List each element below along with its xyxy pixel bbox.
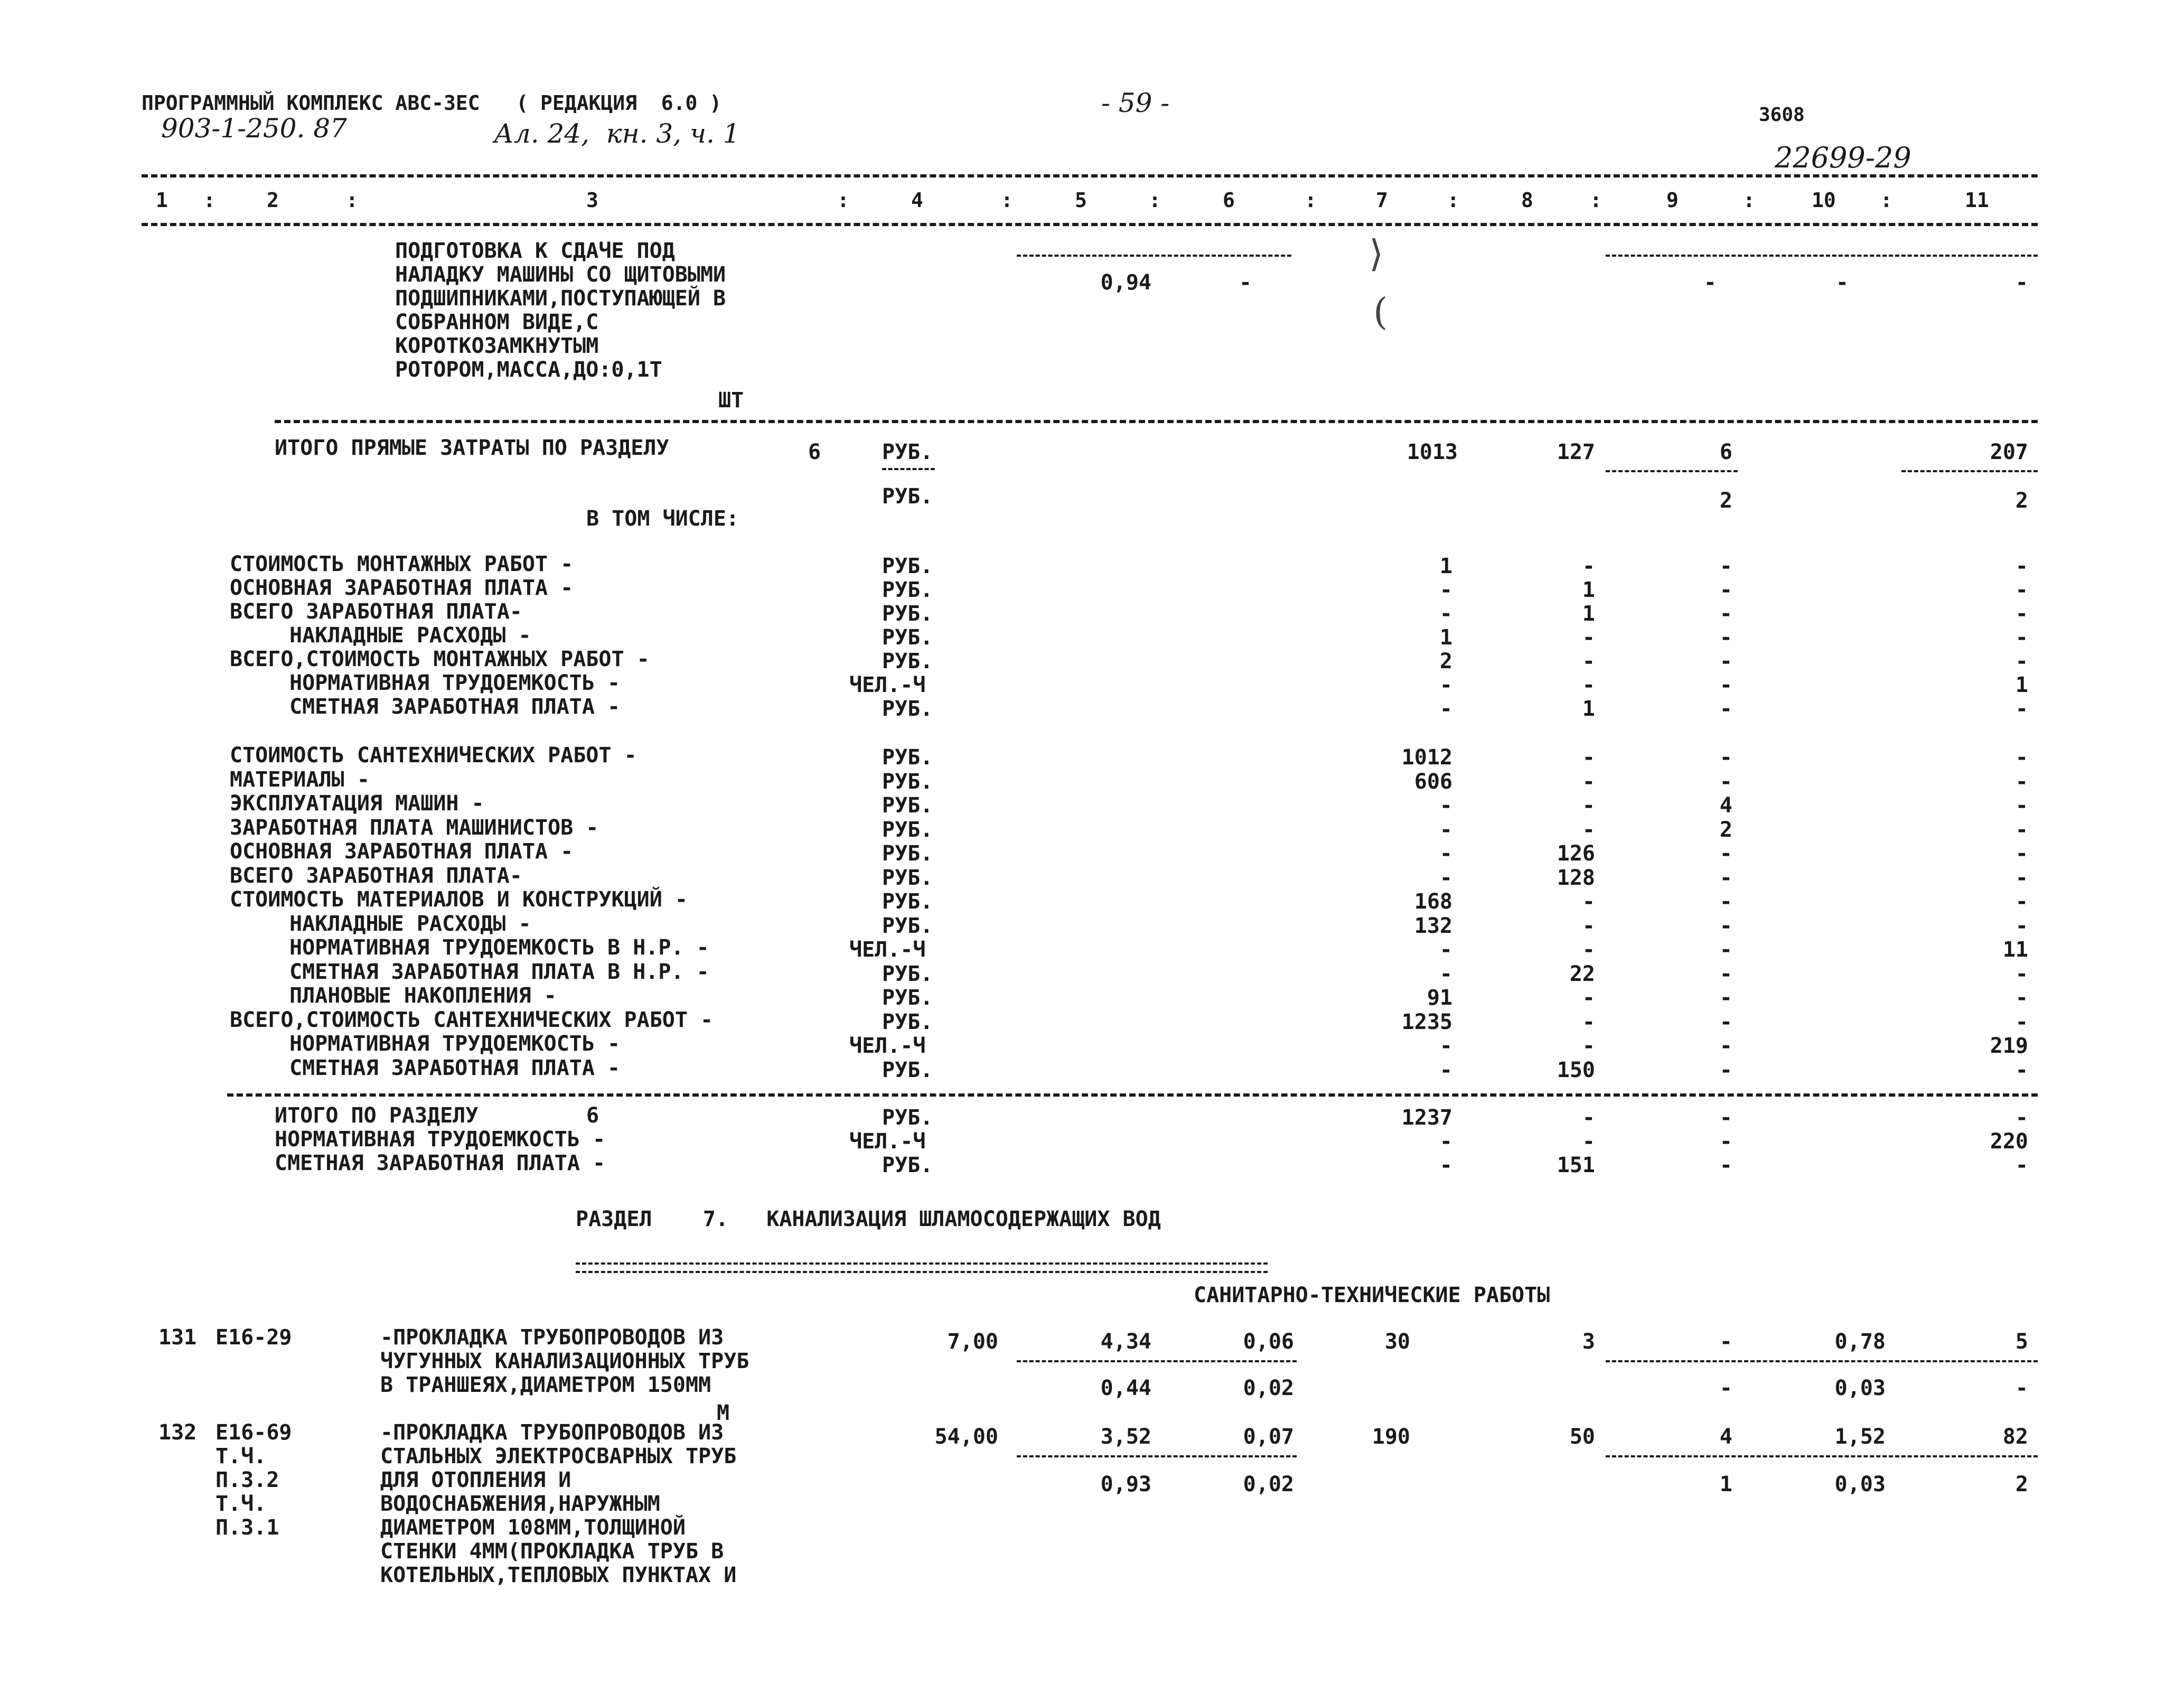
- item-131-c6b: 0,02: [1243, 1376, 1294, 1400]
- montage-row-c8: -: [1582, 554, 1595, 578]
- santech-row-label: НАКЛАДНЫЕ РАСХОДЫ -: [289, 911, 531, 936]
- santech-row-label: ВСЕГО,СТОИМОСТЬ САНТЕХНИЧЕСКИХ РАБОТ -: [230, 1007, 714, 1032]
- santech-row-c11: -: [2015, 817, 2028, 842]
- including-label: В ТОМ ЧИСЛЕ:: [586, 507, 739, 531]
- santech-row-c9: -: [1719, 961, 1732, 986]
- item-132-c11b: 2: [2015, 1472, 2028, 1496]
- montage-row-label: НОРМАТИВНАЯ ТРУДОЕМКОСТЬ -: [289, 671, 621, 695]
- description-line: СТАЛЬНЫХ ЭЛЕКТРОСВАРНЫХ ТРУБ: [380, 1444, 737, 1468]
- santech-row-unit: РУБ.: [882, 745, 933, 770]
- santech-row-c8: -: [1582, 986, 1595, 1010]
- item-131-c10: 0,78: [1834, 1330, 1886, 1354]
- santech-row-c9: 2: [1719, 817, 1732, 842]
- section-total-c7: -: [1439, 1153, 1452, 1177]
- santech-row-label: НОРМАТИВНАЯ ТРУДОЕМКОСТЬ В Н.Р. -: [289, 935, 709, 960]
- prev-item-rule-911: [1606, 255, 2038, 257]
- santech-row-c7: -: [1439, 1034, 1452, 1058]
- section-total-c9: -: [1719, 1129, 1732, 1154]
- item-131-c8: 3: [1582, 1330, 1595, 1354]
- montage-row-label: СТОИМОСТЬ МОНТАЖНЫХ РАБОТ -: [230, 552, 574, 576]
- description-line: ПОДГОТОВКА К СДАЧЕ ПОД: [395, 239, 675, 263]
- montage-row-c7: 1: [1439, 554, 1452, 578]
- section-total-c8: -: [1582, 1129, 1595, 1154]
- santech-row-c11: 219: [1990, 1034, 2028, 1058]
- item-131-c11b: -: [2015, 1376, 2028, 1400]
- prev-item-c11: -: [2015, 270, 2028, 295]
- header-rule-top: [142, 174, 2038, 177]
- column-separator: :: [1880, 189, 1892, 212]
- santech-row-label: НОРМАТИВНАЯ ТРУДОЕМКОСТЬ -: [289, 1032, 621, 1056]
- santech-row-label: ОСНОВНАЯ ЗАРАБОТНАЯ ПЛАТА -: [230, 839, 574, 864]
- santech-row-c7: 1235: [1401, 1009, 1452, 1034]
- santech-row-c11: -: [2015, 986, 2028, 1010]
- column-separator: :: [1447, 189, 1459, 212]
- santech-row-label: ПЛАНОВЫЕ НАКОПЛЕНИЯ -: [289, 984, 557, 1008]
- santech-row-label: СМЕТНАЯ ЗАРАБОТНАЯ ПЛАТА -: [289, 1055, 621, 1080]
- item-132-number: 132: [158, 1420, 197, 1445]
- section-total-c9: -: [1719, 1153, 1732, 1177]
- prev-item-c6: -: [1239, 270, 1252, 295]
- santech-row-c9: -: [1719, 1034, 1732, 1058]
- santech-row-c11: -: [2015, 1009, 2028, 1034]
- santech-row-c7: -: [1439, 841, 1452, 866]
- section-total-label: ИТОГО ПО РАЗДЕЛУ: [275, 1103, 479, 1128]
- santech-row-c8: 22: [1569, 961, 1595, 986]
- santech-row-unit: РУБ.: [882, 1058, 933, 1082]
- column-number: 4: [911, 189, 923, 212]
- section-title-underline: [576, 1262, 1268, 1273]
- santech-row-label: ЭКСПЛУАТАЦИЯ МАШИН -: [230, 791, 484, 816]
- item-132-c7: 190: [1372, 1425, 1410, 1449]
- montage-row-c8: 1: [1582, 697, 1595, 721]
- santech-row-c9: -: [1719, 841, 1732, 866]
- santech-row-c8: 128: [1557, 865, 1595, 890]
- montage-row-c9: -: [1719, 673, 1732, 697]
- description-line: В ТРАНШЕЯХ,ДИАМЕТРОМ 150ММ: [380, 1373, 711, 1397]
- item-132-c10b: 0,03: [1834, 1472, 1886, 1496]
- item-131-c7: 30: [1384, 1330, 1410, 1354]
- reference-line: П.3.1: [215, 1515, 279, 1540]
- item-132-c8: 50: [1569, 1425, 1595, 1449]
- description-line: РОТОРОМ,МАССА,ДО:0,1Т: [395, 358, 662, 382]
- section-total-c7: -: [1439, 1129, 1452, 1154]
- item-131-unit: М: [717, 1401, 730, 1425]
- santech-row-c7: -: [1439, 1058, 1452, 1082]
- item-131-c5b: 0,44: [1100, 1376, 1151, 1400]
- column-number: 11: [1965, 189, 1989, 212]
- item-131-c6: 0,06: [1243, 1330, 1294, 1354]
- santech-row-unit: ЧЕЛ.-Ч: [849, 938, 926, 962]
- total-direct-c7: 1013: [1407, 440, 1458, 464]
- description-line: СОБРАННОМ ВИДЕ,С: [395, 310, 599, 334]
- santech-row-c7: -: [1439, 817, 1452, 842]
- santech-row-unit: РУБ.: [882, 769, 933, 794]
- santech-row-c11: 11: [2002, 938, 2028, 962]
- column-separator: :: [837, 189, 849, 212]
- item-132-c9b: 1: [1719, 1472, 1732, 1496]
- montage-row-c7: 1: [1439, 625, 1452, 650]
- santech-row-c7: 606: [1414, 769, 1452, 794]
- montage-row-c8: -: [1582, 649, 1595, 673]
- santech-row-c7: -: [1439, 961, 1452, 986]
- santech-row-c11: -: [2015, 1058, 2028, 1082]
- montage-row-label: ОСНОВНАЯ ЗАРАБОТНАЯ ПЛАТА -: [230, 576, 574, 600]
- column-separator: :: [1001, 189, 1013, 212]
- santech-row-unit: РУБ.: [882, 986, 933, 1010]
- column-separator: :: [203, 189, 215, 212]
- item-131-number: 131: [158, 1325, 197, 1350]
- santech-row-c11: -: [2015, 745, 2028, 770]
- item-132-c5: 3,52: [1100, 1425, 1151, 1449]
- total-direct-c11: 207: [1990, 440, 2028, 464]
- column-number: 3: [586, 189, 598, 212]
- santech-row-c11: -: [2015, 793, 2028, 818]
- montage-row-unit: РУБ.: [882, 625, 933, 650]
- prev-item-c5: 0,94: [1100, 270, 1151, 295]
- total-direct-rule-c9: [1606, 470, 1738, 472]
- section-total-c11: -: [2015, 1106, 2028, 1130]
- description-line: КОРОТКОЗАМКНУТЫМ: [395, 334, 599, 358]
- total-rule: [275, 420, 2038, 423]
- prev-item-rule-56: [1017, 255, 1291, 257]
- column-number: 5: [1075, 189, 1087, 212]
- montage-row-c8: -: [1582, 625, 1595, 650]
- santech-row-unit: РУБ.: [882, 890, 933, 914]
- section-total-rule: [227, 1093, 2038, 1097]
- montage-row-label: НАКЛАДНЫЕ РАСХОДЫ -: [289, 623, 531, 648]
- total-direct-unit2: РУБ.: [882, 484, 933, 509]
- santech-row-c9: -: [1719, 1009, 1732, 1034]
- santech-row-c8: -: [1582, 938, 1595, 962]
- santech-row-c9: -: [1719, 938, 1732, 962]
- item-132-c11: 82: [2002, 1425, 2028, 1449]
- item-132-c9: 4: [1719, 1425, 1732, 1449]
- montage-row-c8: -: [1582, 673, 1595, 697]
- santech-row-c11: -: [2015, 769, 2028, 794]
- total-direct-c9b: 2: [1719, 489, 1732, 513]
- montage-row-c9: -: [1719, 578, 1732, 602]
- reference-line: П.3.2: [215, 1468, 279, 1492]
- total-direct-label: ИТОГО ПРЯМЫЕ ЗАТРАТЫ ПО РАЗДЕЛУ: [275, 436, 669, 460]
- item-132-c6b: 0,02: [1243, 1472, 1294, 1496]
- column-separator: :: [1149, 189, 1161, 212]
- doc-code: 3608: [1759, 104, 1805, 126]
- section-total-unit: ЧЕЛ.-Ч: [849, 1129, 926, 1154]
- santech-row-c9: -: [1719, 865, 1732, 890]
- montage-row-c8: 1: [1582, 578, 1595, 602]
- montage-row-c7: -: [1439, 578, 1452, 602]
- item-132-c5b: 0,93: [1100, 1472, 1151, 1496]
- santech-row-label: ВСЕГО ЗАРАБОТНАЯ ПЛАТА-: [230, 863, 522, 888]
- santech-row-c11: -: [2015, 890, 2028, 914]
- santech-row-c9: -: [1719, 913, 1732, 938]
- item-131-rule-911: [1606, 1360, 2038, 1362]
- section-total-c11: 220: [1990, 1129, 2028, 1154]
- item-132-rule-56: [1017, 1455, 1297, 1457]
- santech-row-unit: РУБ.: [882, 913, 933, 938]
- santech-row-unit: РУБ.: [882, 961, 933, 986]
- santech-row-c9: -: [1719, 986, 1732, 1010]
- column-number: 1: [156, 189, 168, 212]
- description-line: ВОДОСНАБЖЕНИЯ,НАРУЖНЫМ: [380, 1492, 660, 1516]
- santech-row-c7: -: [1439, 865, 1452, 890]
- santech-row-c11: -: [2015, 841, 2028, 866]
- section-total-label: СМЕТНАЯ ЗАРАБОТНАЯ ПЛАТА -: [275, 1151, 606, 1175]
- program-header: ПРОГРАММНЫЙ КОМПЛЕКС АВС-3ЕС ( РЕДАКЦИЯ 6.0 ): [142, 91, 722, 115]
- montage-row-c11: -: [2015, 697, 2028, 721]
- item-132-code: Е16-69: [215, 1420, 292, 1445]
- description-line: ПОДШИПНИКАМИ,ПОСТУПАЮЩЕЙ В: [395, 286, 726, 311]
- santech-row-c8: -: [1582, 769, 1595, 794]
- description-line: ЧУГУННЫХ КАНАЛИЗАЦИОННЫХ ТРУБ: [380, 1349, 749, 1373]
- santech-row-unit: РУБ.: [882, 1009, 933, 1034]
- santech-row-label: МАТЕРИАЛЫ -: [230, 767, 370, 792]
- column-number: 8: [1521, 189, 1533, 212]
- doc-number: 22699-29: [1775, 141, 1911, 174]
- santech-row-c8: -: [1582, 913, 1595, 938]
- sheet-reference: Ал. 24, кн. 3, ч. 1: [494, 118, 740, 149]
- section-total-c8: 151: [1557, 1153, 1595, 1177]
- santech-row-label: СМЕТНАЯ ЗАРАБОТНАЯ ПЛАТА В Н.Р. -: [289, 959, 709, 984]
- santech-row-c9: -: [1719, 745, 1732, 770]
- santech-row-c8: 150: [1557, 1058, 1595, 1082]
- prev-item-c9: -: [1703, 270, 1717, 295]
- montage-row-c11: -: [2015, 649, 2028, 673]
- column-number: 6: [1223, 189, 1235, 212]
- santech-row-c8: -: [1582, 1009, 1595, 1034]
- total-direct-c11b: 2: [2015, 489, 2028, 513]
- montage-row-c11: -: [2015, 554, 2028, 578]
- item-131-c11: 5: [2015, 1330, 2028, 1354]
- montage-row-unit: РУБ.: [882, 649, 933, 673]
- montage-row-c7: -: [1439, 673, 1452, 697]
- section-total-unit: РУБ.: [882, 1106, 933, 1130]
- montage-row-c9: -: [1719, 625, 1732, 650]
- santech-row-unit: РУБ.: [882, 865, 933, 890]
- header-rule-bottom: [142, 223, 2038, 226]
- santech-row-unit: РУБ.: [882, 817, 933, 842]
- montage-row-unit: РУБ.: [882, 697, 933, 721]
- section-title: РАЗДЕЛ 7. КАНАЛИЗАЦИЯ ШЛАМОСОДЕРЖАЩИХ ВОД: [576, 1207, 1161, 1231]
- column-number: 9: [1666, 189, 1679, 212]
- santech-row-unit: РУБ.: [882, 841, 933, 866]
- total-direct-rule-c11: [1901, 470, 2038, 472]
- description-line: ДЛЯ ОТОПЛЕНИЯ И: [380, 1468, 571, 1492]
- column-number: 7: [1376, 189, 1388, 212]
- montage-row-c11: 1: [2015, 673, 2028, 697]
- item-132-rule-911: [1606, 1455, 2038, 1457]
- total-direct-section: 6: [808, 440, 821, 464]
- section-total-c9: -: [1719, 1106, 1732, 1130]
- description-line: КОТЕЛЬНЫХ,ТЕПЛОВЫХ ПУНКТАХ И: [380, 1563, 737, 1587]
- total-direct-unit-rule: [882, 468, 935, 470]
- column-separator: :: [1305, 189, 1317, 212]
- santech-row-c8: -: [1582, 890, 1595, 914]
- item-131-rule-56: [1017, 1360, 1297, 1362]
- montage-row-c9: -: [1719, 649, 1732, 673]
- reference-line: Т.Ч.: [215, 1492, 267, 1516]
- montage-row-c11: -: [2015, 578, 2028, 602]
- description-line: СТЕНКИ 4ММ(ПРОКЛАДКА ТРУБ В: [380, 1539, 724, 1564]
- montage-row-c9: -: [1719, 554, 1732, 578]
- santech-row-c7: 132: [1414, 913, 1452, 938]
- montage-row-c11: -: [2015, 625, 2028, 650]
- total-direct-c8: 127: [1557, 440, 1595, 464]
- santech-row-label: СТОИМОСТЬ САНТЕХНИЧЕСКИХ РАБОТ -: [230, 743, 637, 768]
- santech-row-c11: -: [2015, 961, 2028, 986]
- prev-item-unit: ШТ: [718, 388, 744, 413]
- montage-row-c11: -: [2015, 602, 2028, 626]
- montage-row-label: СМЕТНАЯ ЗАРАБОТНАЯ ПЛАТА -: [289, 695, 621, 719]
- description-line: -ПРОКЛАДКА ТРУБОПРОВОДОВ ИЗ: [380, 1420, 724, 1445]
- description-line: ДИАМЕТРОМ 108ММ,ТОЛЩИНОЙ: [380, 1515, 686, 1540]
- santech-row-c7: 91: [1427, 986, 1452, 1010]
- item-131-code: Е16-29: [215, 1325, 292, 1350]
- project-number: 903-1-250. 87: [161, 113, 347, 144]
- section-total-label: НОРМАТИВНАЯ ТРУДОЕМКОСТЬ -: [275, 1127, 606, 1152]
- santech-row-c7: 1012: [1401, 745, 1452, 770]
- santech-row-c8: -: [1582, 817, 1595, 842]
- santech-row-c9: -: [1719, 769, 1732, 794]
- item-132-c4: 54,00: [934, 1425, 998, 1449]
- santech-row-unit: ЧЕЛ.-Ч: [849, 1034, 926, 1058]
- santech-row-c9: 4: [1719, 793, 1732, 818]
- santech-row-c7: 168: [1414, 890, 1452, 914]
- santech-row-c11: -: [2015, 913, 2028, 938]
- santech-row-unit: РУБ.: [882, 793, 933, 818]
- column-separator: :: [1743, 189, 1755, 212]
- santech-row-c8: -: [1582, 745, 1595, 770]
- santech-row-c8: 126: [1557, 841, 1595, 866]
- santech-row-label: ЗАРАБОТНАЯ ПЛАТА МАШИНИСТОВ -: [230, 815, 599, 840]
- total-direct-unit: РУБ.: [882, 440, 933, 464]
- santech-row-c7: -: [1439, 938, 1452, 962]
- item-131-c10b: 0,03: [1834, 1376, 1886, 1400]
- santech-row-c9: -: [1719, 1058, 1732, 1082]
- description-line: -ПРОКЛАДКА ТРУБОПРОВОДОВ ИЗ: [380, 1325, 724, 1350]
- pen-mark: ⟩: [1369, 232, 1384, 275]
- montage-row-unit: ЧЕЛ.-Ч: [849, 673, 926, 697]
- montage-row-c7: -: [1439, 697, 1452, 721]
- item-132-c10: 1,52: [1834, 1425, 1886, 1449]
- santech-row-c7: -: [1439, 793, 1452, 818]
- montage-row-label: ВСЕГО ЗАРАБОТНАЯ ПЛАТА-: [230, 600, 522, 624]
- montage-row-unit: РУБ.: [882, 578, 933, 602]
- montage-row-c9: -: [1719, 602, 1732, 626]
- montage-row-unit: РУБ.: [882, 602, 933, 626]
- pen-mark: (: [1373, 290, 1388, 333]
- item-131-c9: -: [1719, 1330, 1732, 1354]
- section-total-c7: 1237: [1401, 1106, 1452, 1130]
- prev-item-c10: -: [1835, 270, 1849, 295]
- section-subtitle: САНИТАРНО-ТЕХНИЧЕСКИЕ РАБОТЫ: [1194, 1283, 1550, 1307]
- montage-row-c7: 2: [1439, 649, 1452, 673]
- total-direct-c9: 6: [1719, 440, 1732, 464]
- santech-row-c8: -: [1582, 793, 1595, 818]
- montage-row-label: ВСЕГО,СТОИМОСТЬ МОНТАЖНЫХ РАБОТ -: [230, 647, 650, 671]
- section-total-section: 6: [586, 1103, 599, 1128]
- column-separator: :: [1590, 189, 1602, 212]
- santech-row-c11: -: [2015, 865, 2028, 890]
- montage-row-c9: -: [1719, 697, 1732, 721]
- montage-row-unit: РУБ.: [882, 554, 933, 578]
- column-separator: :: [346, 189, 358, 212]
- page-number: - 59 -: [1101, 88, 1170, 118]
- montage-row-c8: 1: [1582, 602, 1595, 626]
- santech-row-c8: -: [1582, 1034, 1595, 1058]
- section-total-c11: -: [2015, 1153, 2028, 1177]
- santech-row-c9: -: [1719, 890, 1732, 914]
- section-total-unit: РУБ.: [882, 1153, 933, 1177]
- santech-row-label: СТОИМОСТЬ МАТЕРИАЛОВ И КОНСТРУКЦИЙ -: [230, 887, 688, 912]
- item-132-c6: 0,07: [1243, 1425, 1294, 1449]
- item-131-c5: 4,34: [1100, 1330, 1151, 1354]
- montage-row-c7: -: [1439, 602, 1452, 626]
- item-131-c9b: -: [1719, 1376, 1732, 1400]
- item-131-c4: 7,00: [947, 1330, 998, 1354]
- column-number: 2: [267, 189, 279, 212]
- column-number: 10: [1812, 189, 1836, 212]
- section-total-c8: -: [1582, 1106, 1595, 1130]
- description-line: НАЛАДКУ МАШИНЫ СО ЩИТОВЫМИ: [395, 263, 726, 287]
- reference-line: Т.Ч.: [215, 1444, 267, 1468]
